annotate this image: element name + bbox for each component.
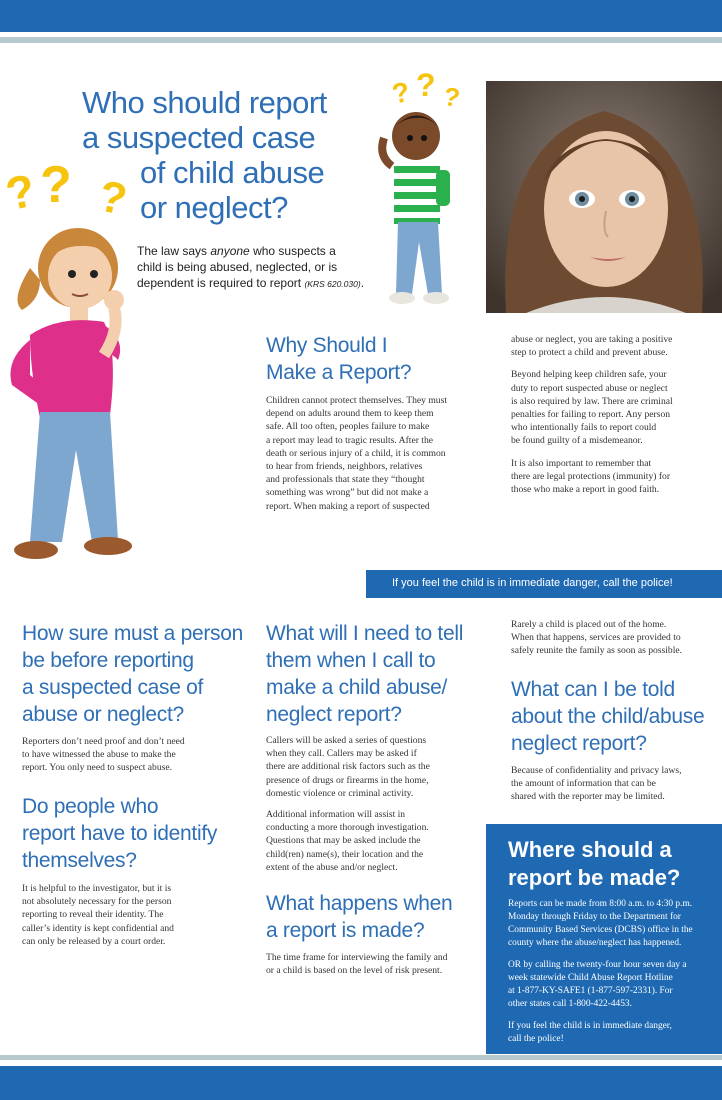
striped-shirt (394, 162, 450, 224)
what-tell-title-1: What will I need to tell (266, 622, 464, 645)
identify-title-3: themselves? (22, 849, 137, 872)
identify-title-2: report have to identify (22, 822, 218, 845)
boy-thinking-illustration (372, 66, 477, 311)
top-blue-band (0, 0, 722, 32)
top-gray-rule (0, 37, 722, 43)
identify-body: It is helpful to the investigator, but it is not absolutely necessary for the person reporting to reveal their identity. The caller’s identity is kept confidential and can only be released by a court order. (22, 883, 174, 947)
question-marks-icon (390, 67, 462, 113)
svg-text:?: ? (94, 171, 132, 225)
how-sure-body: Reporters don’t need proof and don’t need to have witnessed the abuse to make the report. You only need to suspect abuse. (22, 736, 185, 774)
headline-line-4: or neglect? (140, 190, 288, 225)
what-tell-title-3: make a child abuse/ (266, 676, 448, 699)
told-title-3: neglect report? (511, 732, 647, 755)
told-title-2: about the child/abuse (511, 705, 705, 728)
what-tell-title-2: them when I call to (266, 649, 436, 672)
where-title: Where should a report be made? (508, 837, 681, 890)
what-happens-title-1: What happens when (266, 892, 453, 915)
headline-line-3: of child abuse (140, 155, 325, 190)
danger-banner-text: If you feel the child is in immediate danger, call the police! (392, 577, 673, 589)
why-title-line-2: Make a Report? (266, 361, 412, 384)
girl-thinking-illustration (0, 150, 135, 565)
child-photo (486, 81, 722, 313)
why-body-col-2: abuse or neglect, you are taking a positive step to protect a child and prevent abuse. Beyond helping keep children safe, your duty to report suspected abuse or neglect is also required by law. There are criminal penalties for failing to report. Any person who intentionally fails to report could be found guilty of a misdemeanor. It is also important to remember that there are legal protections (immunity) for those who make a report in good faith. (511, 334, 673, 496)
bottom-gray-rule (0, 1055, 722, 1060)
what-tell-title-4: neglect report? (266, 703, 402, 726)
svg-text:?: ? (1, 163, 40, 221)
question-marks-icon (1, 156, 131, 225)
what-happens-body: The time frame for interviewing the family and or a child is based on the level of risk present. (266, 952, 448, 977)
told-title-1: What can I be told (511, 678, 675, 701)
intro-text: The law says anyone who suspects a child is being abused, neglected, or is dependent is required to report (KRS 620.030). (137, 244, 365, 290)
rarely-body: Rarely a child is placed out of the home. When that happens, services are provided to safely reunite the family as soon as possible. (511, 619, 683, 657)
how-sure-title-4: abuse or neglect? (22, 703, 184, 726)
why-title-line-1: Why Should I (266, 334, 388, 357)
headline-line-2: a suspected case (82, 120, 316, 155)
bottom-blue-band (0, 1066, 722, 1100)
how-sure-title-3: a suspected case of (22, 676, 204, 699)
svg-text:?: ? (441, 80, 463, 114)
svg-text:?: ? (389, 75, 412, 110)
how-sure-title-2: be before reporting (22, 649, 194, 672)
what-tell-body: Callers will be asked a series of questions when they call. Callers may be asked if there are additional risk factors such as the presence of drugs or firearms in the home, domestic violence or criminal activity. Additional information will assist in conducting a more thorough investigation. Questions that may be asked include the child(ren) name(s), their location and the extent of the abuse and/or neglect. (266, 735, 430, 873)
where-body: Reports can be made from 8:00 a.m. to 4:30 p.m. Monday through Friday to the Department for Community Based Services (DCBS) office in the county where the abuse/neglect has happened. OR by calling the twenty-four hour seven day a week statewide Child Abuse Report Hotline at 1-877-KY-SAFE1 (1-877-597-2331). For other states call 1-800-422-4453. If you feel the child is in immediate danger, call the police! (508, 899, 693, 1044)
what-happens-title-2: a report is made? (266, 919, 425, 942)
why-body-col-1: Children cannot protect themselves. They must depend on adults around them to keep them safe. All too often, peoples failure to make a report may lead to tragic results. After the death or serious injury of a child, it is common to hear from friends, neighbors, relatives and professionals that state they “thought something was wrong” but did not make a report. When making a report of suspected (266, 395, 447, 512)
identify-title-1: Do people who (22, 795, 159, 818)
headline-line-1: Who should report (82, 85, 327, 120)
svg-text:?: ? (416, 67, 436, 103)
how-sure-title-1: How sure must a person (22, 622, 243, 645)
svg-text:?: ? (40, 156, 72, 214)
told-body: Because of confidentiality and privacy laws, the amount of information that can be shared with the reporter may be limited. (511, 765, 682, 803)
